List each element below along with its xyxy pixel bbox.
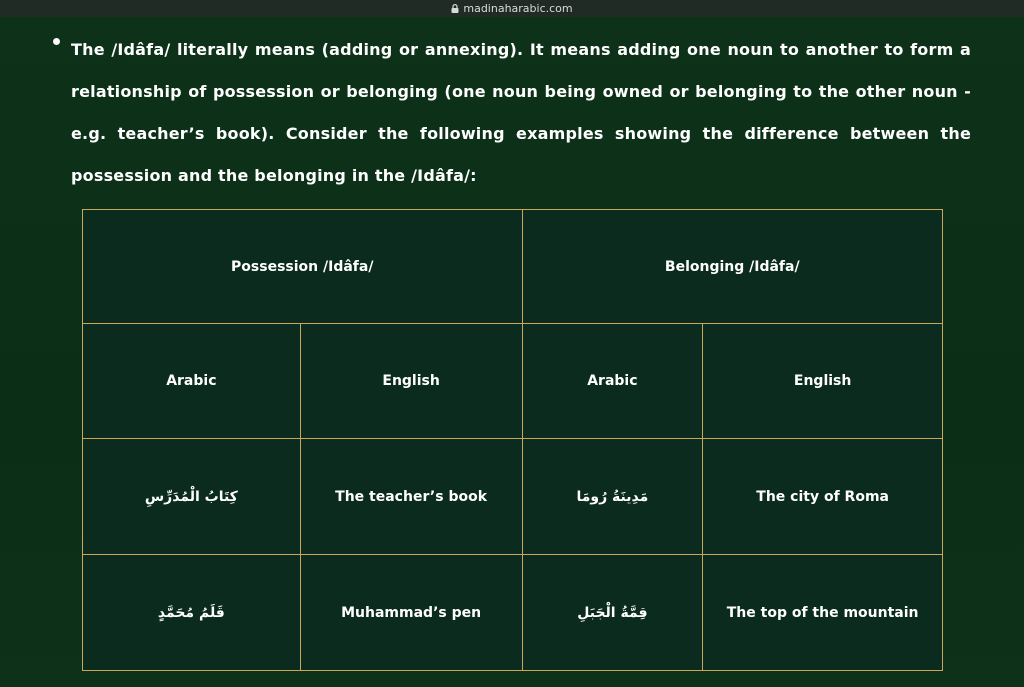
- english-example: The top of the mountain: [703, 555, 943, 671]
- english-example: The teacher’s book: [300, 439, 522, 555]
- page-content: [0, 17, 1024, 687]
- arabic-example: قَلَمُ مُحَمَّدٍ: [83, 555, 301, 671]
- subheader-english: English: [703, 324, 943, 439]
- header-belonging: Belonging /Idâfa/: [522, 210, 943, 324]
- subheader-arabic: Arabic: [522, 324, 703, 439]
- subheader-english: English: [300, 324, 522, 439]
- lock-icon: [451, 4, 459, 13]
- idafa-table: [82, 209, 943, 671]
- url-text[interactable]: madinaharabic.com: [463, 2, 573, 15]
- english-example: The city of Roma: [703, 439, 943, 555]
- bullet-icon: [53, 38, 60, 45]
- english-example: Muhammad’s pen: [300, 555, 522, 671]
- arabic-example: قِمَّةُ الْجَبَلِ: [522, 555, 703, 671]
- subheader-arabic: Arabic: [83, 324, 301, 439]
- header-possession: Possession /Idâfa/: [83, 210, 523, 324]
- arabic-example: مَدِينَةُ رُومَا: [522, 439, 703, 555]
- browser-address-bar[interactable]: [0, 0, 1024, 17]
- arabic-example: كِتَابُ الْمُدَرِّسِ: [83, 439, 301, 555]
- table-row: [83, 439, 943, 555]
- idafa-description: The /Idâfa/ literally means (adding or annexing). It means adding one noun to another to form a relationship of possession or belonging (one noun being owned or belonging to the other noun - e.g. teacher’s book). Consider the following examples showing the difference between the possession and the belonging in the /Idâfa/:: [71, 40, 971, 185]
- table-row: [83, 555, 943, 671]
